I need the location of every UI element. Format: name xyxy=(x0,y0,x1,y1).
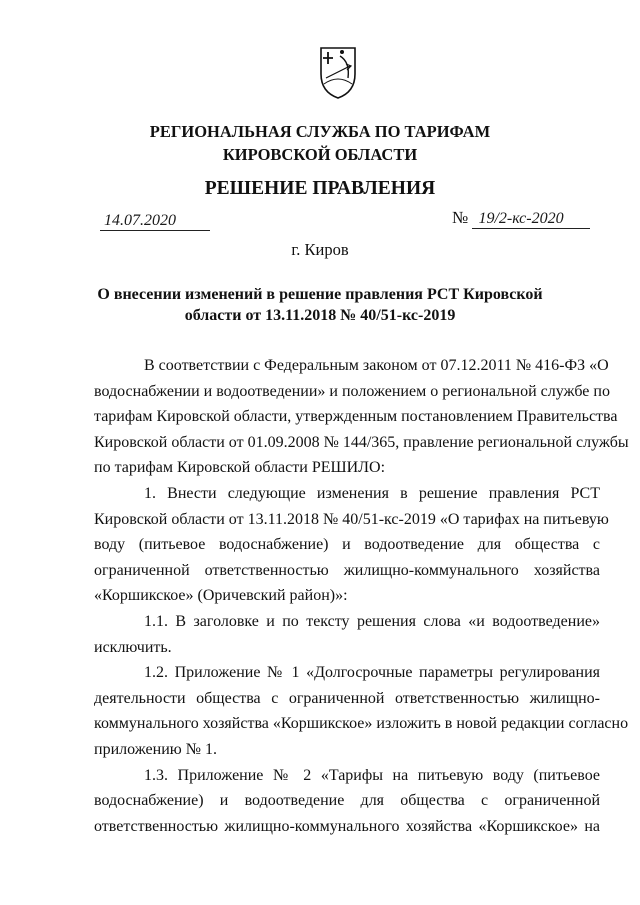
body-line: исключить. xyxy=(94,638,172,656)
body-line: Кировской области от 01.09.2008 № 144/365, правление региональной службы xyxy=(94,433,629,451)
organization-name xyxy=(0,120,640,166)
body-line: 1. Внести следующие изменения в решение правления РСТ xyxy=(144,484,600,502)
decision-subject xyxy=(0,284,640,326)
body-line: водоснабжение) и водоотведение для общества с ограниченной xyxy=(94,792,600,810)
org-line-1: РЕГИОНАЛЬНАЯ СЛУЖБА ПО ТАРИФАМ xyxy=(149,122,491,141)
body-line: ответственностью жилищно-коммунального хозяйства «Коршикское» на xyxy=(94,817,600,835)
body-text xyxy=(94,353,629,839)
body-line: В соответствии с Федеральным законом от 07.12.2011 № 416-ФЗ «О xyxy=(144,357,609,374)
body-line: деятельности общества с ограниченной ответственностью жилищно- xyxy=(94,689,600,707)
decision-number-block xyxy=(452,208,590,229)
body-line: Кировской области от 13.11.2018 № 40/51-кс-2019 «О тарифах на питьевую xyxy=(94,510,609,528)
body-line: водоснабжении и водоотведении» и положением о региональной службе по xyxy=(94,382,610,400)
decision-date: 14.07.2020 xyxy=(100,212,210,231)
body-line: воду (питьевое водоснабжение) и водоотведение для общества с xyxy=(94,536,600,554)
body-line: тарифам Кировской области, утвержденным постановлением Правительства xyxy=(94,408,618,426)
body-line: по тарифам Кировской области РЕШИЛО: xyxy=(94,459,386,477)
decision-title: РЕШЕНИЕ ПРАВЛЕНИЯ xyxy=(204,178,436,199)
subject-line-1: О внесении изменений в решение правления РСТ Кировской xyxy=(97,286,543,303)
city: г. Киров xyxy=(291,240,349,259)
subject-line-2: области от 13.11.2018 № 40/51-кс-2019 xyxy=(184,307,456,324)
body-line: 1.3. Приложение № 2 «Тарифы на питьевую воду (питьевое xyxy=(144,766,600,784)
body-line: коммунального хозяйства «Коршикское» изложить в новой редакции согласно xyxy=(94,715,629,733)
body-line: «Коршикское» (Оричевский район)»: xyxy=(94,587,348,605)
number-sign: № xyxy=(452,208,469,227)
body-line: ограниченной ответственностью жилищно-коммунального хозяйства xyxy=(94,561,600,579)
decision-number: 19/2-кс-2020 xyxy=(472,210,590,229)
body-line: 1.1. В заголовке и по тексту решения слова «и водоотведение» xyxy=(144,612,600,630)
org-line-2: КИРОВСКОЙ ОБЛАСТИ xyxy=(222,145,418,164)
body-line: 1.2. Приложение № 1 «Долгосрочные параметры регулирования xyxy=(144,664,600,682)
body-line: приложению № 1. xyxy=(94,740,217,758)
kirov-coat-of-arms-emblem xyxy=(318,44,358,100)
